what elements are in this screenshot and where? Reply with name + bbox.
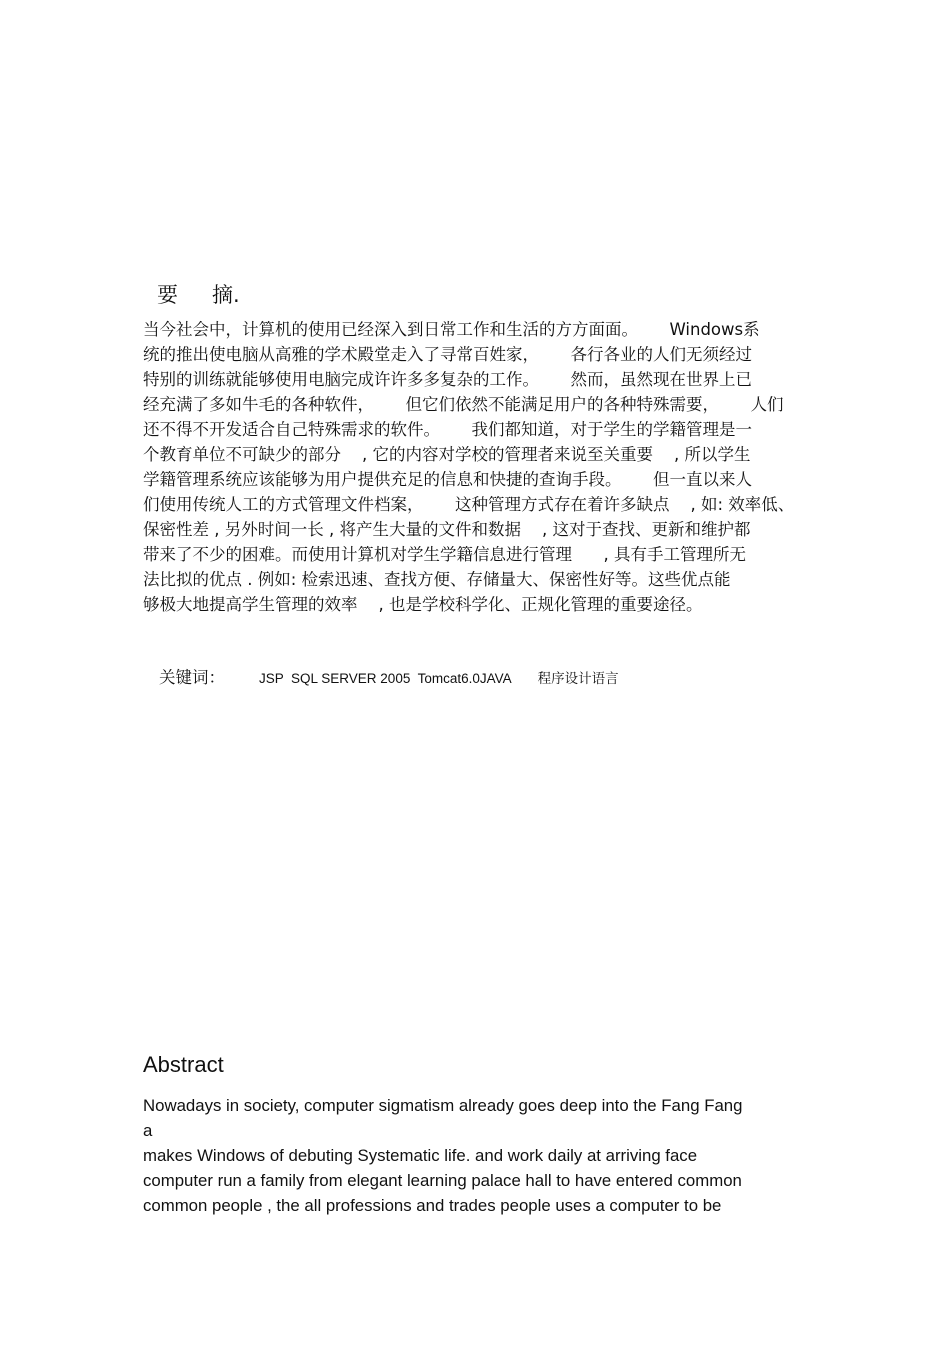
chinese-abstract-title — [157, 279, 240, 309]
paragraph-line: makes Windows of debuting Systematic life. and work daily at arriving face — [143, 1146, 698, 1165]
title-char-1: 要 — [157, 283, 178, 307]
paragraph-line: a — [143, 1121, 153, 1140]
paragraph-line: 经充满了多如牛毛的各种软件， 但它们依然不能满足用户的各种特殊需要， 人们 — [143, 395, 784, 414]
keywords-line — [143, 642, 619, 687]
paragraph-line: common people , the all professions and trades people uses a computer to be — [143, 1196, 722, 1215]
paragraph-line: 还不得不开发适合自己特殊需求的软件。 我们都知道，对于学生的学籍管理是一 — [143, 420, 752, 439]
english-abstract-body — [143, 1093, 843, 1218]
english-abstract-title: Abstract — [143, 1052, 224, 1077]
paragraph-line: 学籍管理系统应该能够为用户提供充足的信息和快捷的查询手段。 但一直以来人 — [143, 470, 752, 489]
paragraph-line: 个教育单位不可缺少的部分 , 它的内容对学校的管理者来说至关重要 , 所以学生 — [143, 445, 751, 464]
paragraph-line: 统的推出使电脑从高雅的学术殿堂走入了寻常百姓家， 各行各业的人们无须经过 — [143, 345, 752, 364]
paragraph-line: Nowadays in society, computer sigmatism already goes deep into the Fang Fang — [143, 1096, 743, 1115]
keywords-label: 关键词： — [159, 668, 225, 687]
paragraph-line: 带来了不少的困难。而使用计算机对学生学籍信息进行管理 , 具有手工管理所无 — [143, 545, 746, 564]
paragraph-line: 们使用传统人工的方式管理文件档案， 这种管理方式存在着许多缺点 , 如: 效率低、 — [143, 495, 795, 514]
paragraph-line: 法比拟的优点 . 例如: 检索迅速、查找方便、存储量大、保密性好等。这些优点能 — [143, 570, 731, 589]
paragraph-line: 够极大地提高学生管理的效率 , 也是学校科学化、正规化管理的重要途径。 — [143, 595, 703, 614]
paragraph-line: computer run a family from elegant learning palace hall to have entered common — [143, 1171, 742, 1190]
chinese-abstract-body — [143, 317, 843, 617]
title-char-2: 摘. — [212, 283, 240, 307]
keywords-latin: JSP SQL SERVER 2005 Tomcat6.0JAVA — [259, 671, 512, 686]
paragraph-line: 特别的训练就能够使用电脑完成许许多多复杂的工作。 然而，虽然现在世界上已 — [143, 370, 752, 389]
keywords-chinese: 程序设计语言 — [537, 671, 619, 687]
paragraph-line: 当今社会中，计算机的使用已经深入到日常工作和生活的方方面面。 Windows系 — [143, 320, 760, 339]
paragraph-line: 保密性差 , 另外时间一长 , 将产生大量的文件和数据 , 这对于查找、更新和维护都 — [143, 520, 751, 539]
